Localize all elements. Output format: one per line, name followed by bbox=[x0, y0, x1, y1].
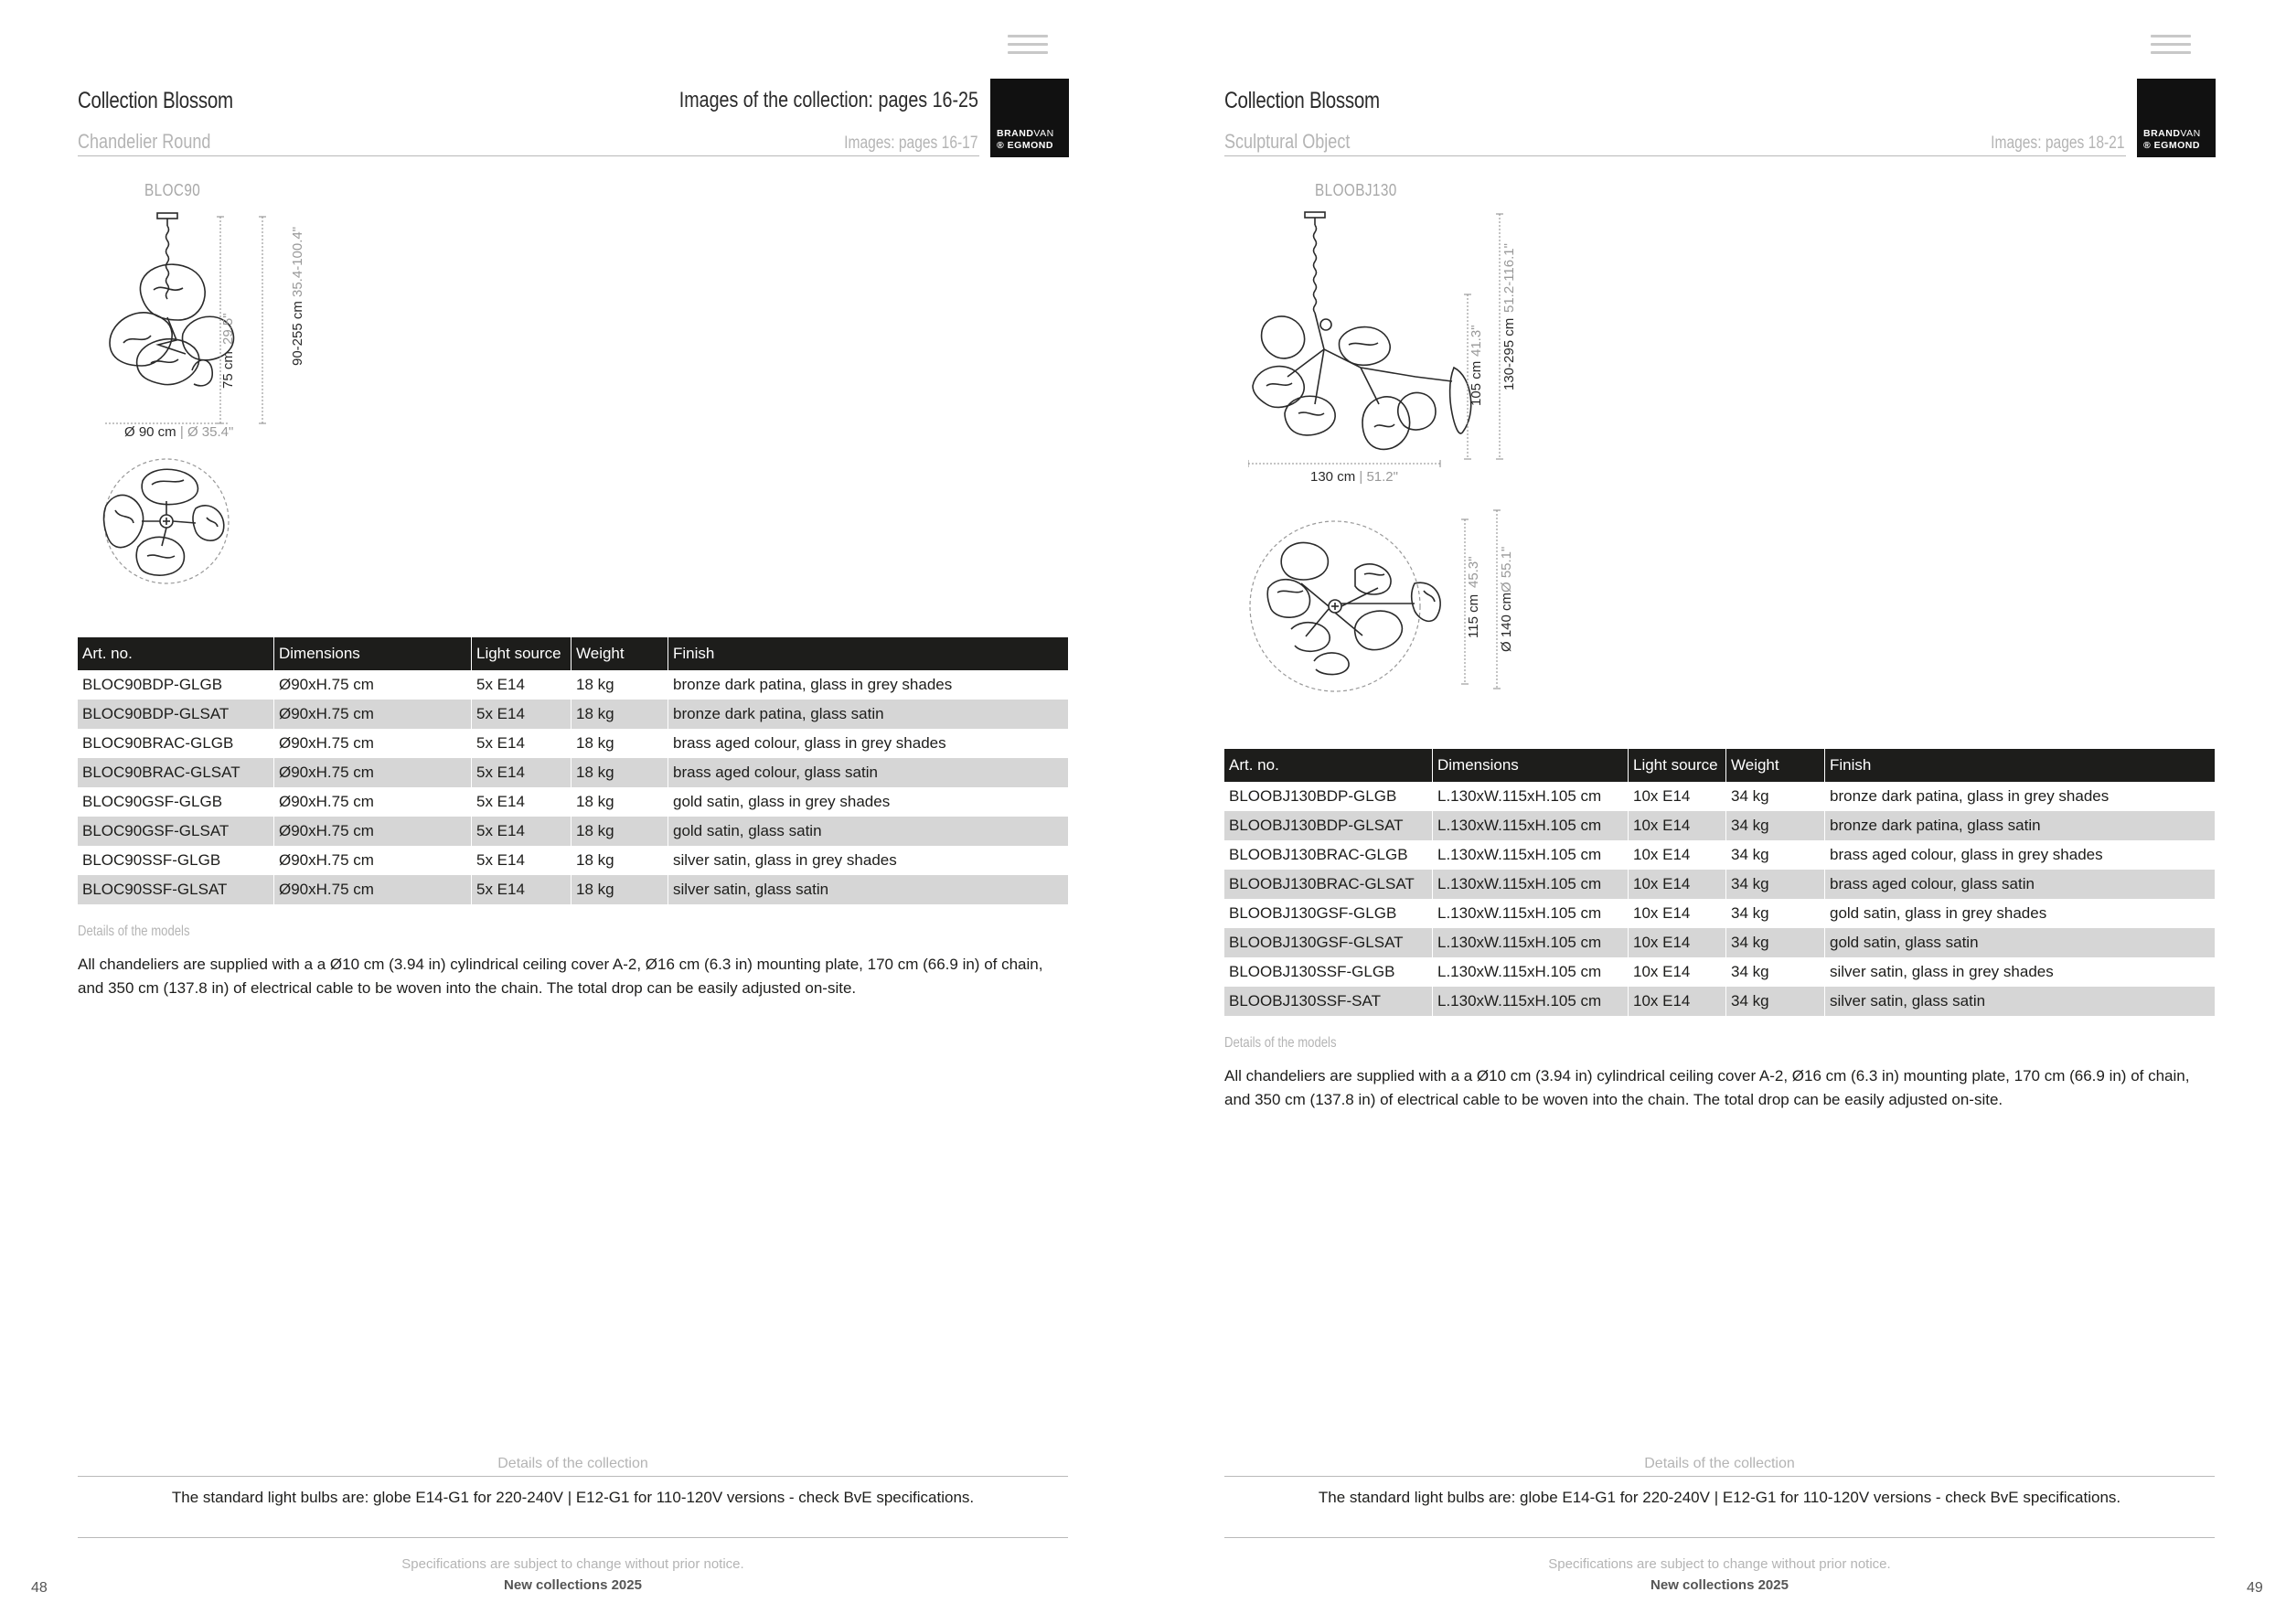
cell-finish: silver satin, glass satin bbox=[668, 875, 1069, 904]
images-reference: Images of the collection: pages 16-25 bbox=[678, 88, 978, 112]
cell-light-source: 10x E14 bbox=[1629, 899, 1726, 928]
depth-dimension-in: 45.3" bbox=[1466, 556, 1481, 588]
model-code: BLOOBJ130 bbox=[1315, 181, 1397, 199]
details-models-label: Details of the models bbox=[1224, 1035, 1337, 1051]
catalog-name: New collections 2025 bbox=[504, 1577, 642, 1593]
drop-dimension-in: 51.2-116.1" bbox=[1501, 243, 1517, 313]
cell-light-source: 5x E14 bbox=[472, 817, 572, 846]
sub-images-reference: Images: pages 18-21 bbox=[1991, 134, 2125, 153]
col-finish: Finish bbox=[668, 637, 1069, 670]
cell-light-source: 5x E14 bbox=[472, 729, 572, 758]
cell-art-no: BLOOBJ130BDP-GLSAT bbox=[1224, 811, 1433, 840]
product-subtitle: Chandelier Round bbox=[78, 130, 211, 153]
col-light-source: Light source bbox=[1629, 749, 1726, 782]
cell-finish: bronze dark patina, glass in grey shades bbox=[673, 676, 953, 693]
cell-light-source: 5x E14 bbox=[472, 758, 572, 787]
cell-dimensions: Ø90xH.75 cm bbox=[274, 817, 472, 846]
collection-divider-bottom bbox=[78, 1537, 1068, 1538]
col-art-no: Art. no. bbox=[78, 637, 274, 670]
cell-finish: brass aged colour, glass in grey shades bbox=[1830, 846, 2103, 863]
collection-title: Collection Blossom bbox=[1224, 88, 1380, 113]
cell-finish: silver satin, glass in grey shades bbox=[1830, 963, 2054, 980]
cell-light-source: 10x E14 bbox=[1629, 987, 1726, 1016]
cell-weight: 18 kg bbox=[572, 700, 668, 729]
bulb-specification-text: The standard light bulbs are: globe E14-G1 for 220-240V | E12-G1 for 110-120V versions - check BvE specifications. bbox=[1318, 1489, 2121, 1506]
col-weight: Weight bbox=[572, 637, 668, 670]
depth-dimension: 115 cm bbox=[1466, 593, 1481, 638]
details-models-text: All chandeliers are supplied with a a Ø10 cm (3.94 in) cylindrical ceiling cover A-2, Ø16 cm (6.3 in) mounting plate, 170 cm (66.9 in) of chain, and 350 cm (137.8 in) of electrical cable to be woven into the chain. The total drop can be easily adjusted on-site. bbox=[78, 956, 1043, 997]
table-row bbox=[1224, 928, 2215, 957]
cell-dimensions: L.130xW.115xH.105 cm bbox=[1433, 957, 1629, 987]
cell-weight: 34 kg bbox=[1726, 899, 1825, 928]
table-row bbox=[78, 700, 1068, 729]
cell-weight: 34 kg bbox=[1726, 957, 1825, 987]
cell-weight: 18 kg bbox=[572, 787, 668, 817]
cell-dimensions: L.130xW.115xH.105 cm bbox=[1433, 811, 1629, 840]
cell-finish: gold satin, glass satin bbox=[668, 817, 1069, 846]
details-models-label: Details of the models bbox=[78, 924, 190, 939]
table-row bbox=[1224, 782, 2215, 811]
cell-finish: gold satin, glass in grey shades bbox=[1830, 904, 2047, 922]
collection-divider-top bbox=[78, 1476, 1068, 1477]
cell-light-source: 5x E14 bbox=[472, 875, 572, 904]
cell-light-source: 10x E14 bbox=[1629, 811, 1726, 840]
sculptural-object-side-view-drawing bbox=[1248, 203, 1541, 477]
cell-dimensions: Ø90xH.75 cm bbox=[274, 758, 472, 787]
table-row bbox=[78, 846, 1068, 875]
table-row bbox=[1224, 811, 2215, 840]
details-collection-label: Details of the collection bbox=[1644, 1456, 1795, 1471]
table-header-row bbox=[78, 637, 1068, 670]
cell-weight: 34 kg bbox=[1726, 782, 1825, 811]
height-dimension-in: 41.3" bbox=[1469, 325, 1484, 357]
table-row bbox=[1224, 957, 2215, 987]
cell-art-no: BLOC90BDP-GLSAT bbox=[78, 700, 274, 729]
table-row bbox=[78, 729, 1068, 758]
cell-art-no: BLOC90GSF-GLGB bbox=[78, 787, 274, 817]
cell-weight: 18 kg bbox=[572, 846, 668, 875]
cell-dimensions: Ø90xH.75 cm bbox=[274, 670, 472, 700]
cell-dimensions: L.130xW.115xH.105 cm bbox=[1433, 987, 1629, 1016]
cell-art-no: BLOOBJ130BDP-GLGB bbox=[1224, 782, 1433, 811]
header-divider bbox=[78, 155, 979, 156]
details-collection-label: Details of the collection bbox=[497, 1456, 648, 1471]
cell-weight: 34 kg bbox=[1726, 928, 1825, 957]
cell-light-source: 10x E14 bbox=[1629, 870, 1726, 899]
brand-logo[interactable]: BRANDVAN ® EGMOND bbox=[2137, 79, 2216, 157]
cell-weight: 18 kg bbox=[572, 729, 668, 758]
cell-light-source: 10x E14 bbox=[1629, 840, 1726, 870]
cell-light-source: 10x E14 bbox=[1629, 782, 1726, 811]
height-dimension-in: 29.5" bbox=[220, 313, 236, 345]
cell-weight: 18 kg bbox=[572, 758, 668, 787]
cell-art-no: BLOOBJ130BRAC-GLSAT bbox=[1224, 870, 1433, 899]
catalog-name: New collections 2025 bbox=[1650, 1577, 1789, 1593]
table-row bbox=[78, 787, 1068, 817]
cell-light-source: 5x E14 bbox=[472, 670, 572, 700]
cell-dimensions: Ø90xH.75 cm bbox=[274, 787, 472, 817]
cell-dimensions: Ø90xH.75 cm bbox=[274, 729, 472, 758]
cell-finish: brass aged colour, glass satin bbox=[1825, 870, 2216, 899]
col-dimensions: Dimensions bbox=[274, 637, 472, 670]
drop-dimension: 90-255 cm bbox=[290, 301, 305, 366]
cell-dimensions: L.130xW.115xH.105 cm bbox=[1433, 928, 1629, 957]
cell-finish: bronze dark patina, glass satin bbox=[668, 700, 1069, 729]
cell-dimensions: Ø90xH.75 cm bbox=[274, 875, 472, 904]
table-header-row bbox=[1224, 749, 2215, 782]
cell-finish: brass aged colour, glass satin bbox=[668, 758, 1069, 787]
table-row bbox=[78, 817, 1068, 846]
col-light-source: Light source bbox=[472, 637, 572, 670]
height-dimension: 105 cm bbox=[1469, 360, 1484, 406]
cell-light-source: 5x E14 bbox=[472, 846, 572, 875]
sub-images-reference: Images: pages 16-17 bbox=[844, 134, 978, 153]
table-row bbox=[1224, 899, 2215, 928]
chandelier-top-view-drawing bbox=[97, 455, 243, 593]
menu-icon[interactable] bbox=[1008, 35, 1048, 60]
cell-dimensions: L.130xW.115xH.105 cm bbox=[1433, 899, 1629, 928]
header-divider bbox=[1224, 155, 2126, 156]
sculptural-object-top-view-drawing bbox=[1245, 501, 1538, 693]
table-row bbox=[78, 758, 1068, 787]
cell-art-no: BLOC90GSF-GLSAT bbox=[78, 817, 274, 846]
bulb-specification-text: The standard light bulbs are: globe E14-G1 for 220-240V | E12-G1 for 110-120V versions - check BvE specifications. bbox=[171, 1489, 975, 1506]
cell-dimensions: L.130xW.115xH.105 cm bbox=[1433, 840, 1629, 870]
cell-weight: 18 kg bbox=[572, 817, 668, 846]
cell-weight: 34 kg bbox=[1726, 840, 1825, 870]
cell-finish: silver satin, glass satin bbox=[1825, 987, 2216, 1016]
cell-art-no: BLOC90BRAC-GLSAT bbox=[78, 758, 274, 787]
product-subtitle: Sculptural Object bbox=[1224, 130, 1351, 153]
diameter-dimension-in: Ø 55.1" bbox=[1499, 546, 1514, 593]
height-dimension: 75 cm bbox=[220, 351, 236, 389]
disclaimer-text: Specifications are subject to change without prior notice. bbox=[401, 1556, 744, 1572]
page-number: 48 bbox=[31, 1580, 48, 1596]
cell-dimensions: L.130xW.115xH.105 cm bbox=[1433, 782, 1629, 811]
col-weight: Weight bbox=[1726, 749, 1825, 782]
diameter-dimension: Ø 90 cm | Ø 35.4" bbox=[124, 424, 234, 440]
cell-art-no: BLOC90SSF-GLGB bbox=[78, 846, 274, 875]
specifications-table bbox=[1224, 749, 2215, 1016]
table-row bbox=[1224, 987, 2215, 1016]
details-models-text: All chandeliers are supplied with a a Ø10 cm (3.94 in) cylindrical ceiling cover A-2, Ø16 cm (6.3 in) mounting plate, 170 cm (66.9 in) of chain, and 350 cm (137.8 in) of electrical cable to be woven into the chain. The total drop can be easily adjusted on-site. bbox=[1224, 1067, 2190, 1108]
cell-weight: 34 kg bbox=[1726, 987, 1825, 1016]
cell-art-no: BLOOBJ130SSF-GLGB bbox=[1224, 957, 1433, 987]
collection-divider-bottom bbox=[1224, 1537, 2215, 1538]
cell-light-source: 5x E14 bbox=[472, 700, 572, 729]
width-dimension: 130 cm | 51.2" bbox=[1310, 469, 1398, 485]
cell-art-no: BLOOBJ130BRAC-GLGB bbox=[1224, 840, 1433, 870]
cell-dimensions: L.130xW.115xH.105 cm bbox=[1433, 870, 1629, 899]
drop-dimension: 130-295 cm bbox=[1501, 317, 1517, 390]
collection-title: Collection Blossom bbox=[78, 88, 233, 113]
cell-light-source: 10x E14 bbox=[1629, 928, 1726, 957]
cell-weight: 18 kg bbox=[572, 875, 668, 904]
cell-dimensions: Ø90xH.75 cm bbox=[274, 700, 472, 729]
menu-icon[interactable] bbox=[2151, 35, 2191, 60]
cell-art-no: BLOOBJ130SSF-SAT bbox=[1224, 987, 1433, 1016]
page-number: 49 bbox=[2247, 1580, 2263, 1596]
cell-light-source: 5x E14 bbox=[472, 787, 572, 817]
col-dimensions: Dimensions bbox=[1433, 749, 1629, 782]
cell-finish: gold satin, glass satin bbox=[1825, 928, 2216, 957]
disclaimer-text: Specifications are subject to change without prior notice. bbox=[1548, 1556, 1891, 1572]
diameter-dimension: Ø 140 cm bbox=[1499, 592, 1514, 652]
specifications-table bbox=[78, 637, 1068, 904]
cell-finish: bronze dark patina, glass satin bbox=[1825, 811, 2216, 840]
cell-light-source: 10x E14 bbox=[1629, 957, 1726, 987]
table-row bbox=[1224, 840, 2215, 870]
table-row bbox=[78, 670, 1068, 700]
drop-dimension-in: 35.4-100.4" bbox=[290, 226, 305, 297]
chandelier-side-view-drawing bbox=[91, 206, 329, 443]
cell-art-no: BLOOBJ130GSF-GLGB bbox=[1224, 899, 1433, 928]
table-row bbox=[1224, 870, 2215, 899]
model-code: BLOC90 bbox=[144, 181, 201, 199]
col-finish: Finish bbox=[1825, 749, 2216, 782]
cell-weight: 34 kg bbox=[1726, 811, 1825, 840]
cell-weight: 34 kg bbox=[1726, 870, 1825, 899]
cell-finish: bronze dark patina, glass in grey shades bbox=[1830, 787, 2110, 805]
collection-divider-top bbox=[1224, 1476, 2215, 1477]
page-right bbox=[1143, 0, 2286, 1624]
cell-art-no: BLOOBJ130GSF-GLSAT bbox=[1224, 928, 1433, 957]
cell-art-no: BLOC90BDP-GLGB bbox=[78, 670, 274, 700]
cell-dimensions: Ø90xH.75 cm bbox=[274, 846, 472, 875]
brand-logo[interactable]: BRANDVAN ® EGMOND bbox=[990, 79, 1069, 157]
cell-finish: brass aged colour, glass in grey shades bbox=[673, 734, 946, 752]
cell-weight: 18 kg bbox=[572, 670, 668, 700]
cell-finish: gold satin, glass in grey shades bbox=[673, 793, 891, 810]
col-art-no: Art. no. bbox=[1224, 749, 1433, 782]
cell-finish: silver satin, glass in grey shades bbox=[673, 851, 897, 869]
cell-art-no: BLOC90BRAC-GLGB bbox=[78, 729, 274, 758]
table-row bbox=[78, 875, 1068, 904]
cell-art-no: BLOC90SSF-GLSAT bbox=[78, 875, 274, 904]
